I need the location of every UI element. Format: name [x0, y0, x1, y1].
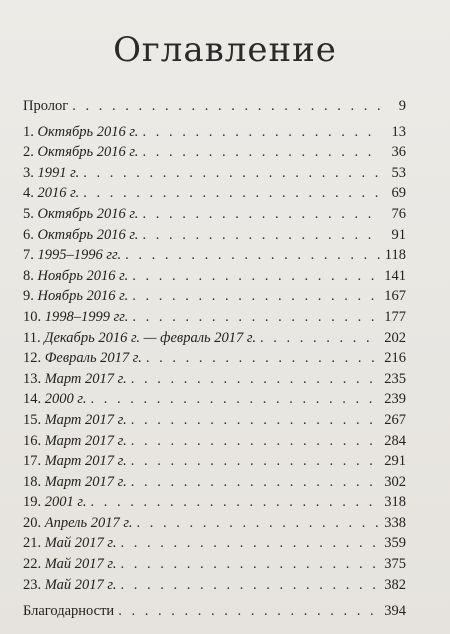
- toc-entry-page-number: 382: [384, 576, 406, 593]
- toc-entry: [23, 371, 406, 392]
- toc-entry: [23, 165, 406, 186]
- dot-leader: [125, 247, 380, 264]
- toc-entry-number: 17.: [23, 453, 42, 470]
- toc-entry: [23, 185, 406, 206]
- toc-entry-page-number: 118: [384, 247, 406, 264]
- table-of-contents: [23, 98, 406, 624]
- dot-leader: [142, 206, 380, 223]
- dot-leader: [90, 494, 380, 511]
- toc-entry-label: Пролог: [23, 98, 69, 114]
- toc-entry-label: 2000 г.: [44, 391, 87, 408]
- toc-entry-label: Апрель 2017 г.: [44, 514, 133, 531]
- toc-entry: [23, 144, 406, 165]
- dot-leader: [132, 309, 380, 326]
- toc-entry-number: 10.: [23, 308, 42, 325]
- toc-entry-page-number: 394: [384, 603, 406, 620]
- toc-entry-number: 12.: [23, 350, 42, 367]
- toc-entry: [23, 433, 406, 454]
- dot-leader: [132, 268, 380, 285]
- dot-leader: [120, 577, 380, 594]
- toc-entry: [23, 535, 406, 556]
- toc-entry-number: 3.: [23, 164, 34, 181]
- toc-entry: [23, 350, 406, 371]
- toc-entry-page-number: 239: [384, 391, 406, 408]
- toc-entry-page-number: 291: [384, 453, 406, 470]
- dot-leader: [146, 350, 380, 367]
- toc-entry: [23, 494, 406, 515]
- toc-entry-number: 18.: [23, 473, 42, 490]
- toc-entry: [23, 227, 406, 248]
- toc-entry-label: Март 2017 г.: [44, 370, 127, 387]
- toc-entry-label: 1995–1996 гг.: [37, 247, 122, 264]
- toc-entry-page-number: 167: [384, 288, 406, 305]
- toc-entry-page-number: 9: [398, 98, 406, 114]
- toc-entry-label: Март 2017 г.: [44, 411, 127, 428]
- toc-entry-label: Май 2017 г.: [44, 535, 117, 552]
- toc-entry-number: 16.: [23, 432, 42, 449]
- dot-leader: [132, 288, 380, 305]
- toc-entry: [23, 577, 406, 598]
- toc-entry-number: 6.: [23, 226, 34, 243]
- toc-entry-number: 22.: [23, 556, 42, 573]
- toc-entry: [23, 206, 406, 227]
- dot-leader: [120, 535, 380, 552]
- toc-entry-number: 21.: [23, 535, 42, 552]
- toc-entry-page-number: 302: [384, 473, 406, 490]
- toc-entry: [23, 268, 406, 289]
- toc-entry-page-number: 359: [384, 535, 406, 552]
- toc-entry-number: 20.: [23, 514, 42, 531]
- toc-entry-page-number: 91: [391, 226, 406, 243]
- dot-leader: [83, 165, 380, 182]
- toc-entry-label: Октябрь 2016 г.: [37, 205, 139, 222]
- toc-entry-label: 2016 г.: [37, 185, 80, 202]
- dot-leader: [90, 391, 380, 408]
- toc-entry-label: Благодарности: [23, 603, 115, 620]
- toc-entry-number: 5.: [23, 205, 34, 222]
- dot-leader: [142, 227, 380, 244]
- dot-leader: [72, 98, 380, 115]
- toc-entry-number: 7.: [23, 247, 34, 264]
- toc-entry-page-number: 375: [384, 556, 406, 573]
- toc-entry: [23, 98, 406, 119]
- toc-entry: [23, 556, 406, 577]
- toc-entry-number: 9.: [23, 288, 34, 305]
- toc-entry-page-number: 36: [391, 144, 406, 161]
- toc-entry: [23, 391, 406, 412]
- toc-entry-label: Ноябрь 2016 г.: [37, 267, 129, 284]
- dot-leader: [136, 515, 380, 532]
- toc-entry: [23, 515, 406, 536]
- toc-entry-number: 13.: [23, 370, 42, 387]
- toc-entry-page-number: 53: [391, 164, 406, 181]
- toc-entry-number: 2.: [23, 144, 34, 161]
- toc-entry-page-number: 69: [391, 185, 406, 202]
- toc-entry: [23, 330, 406, 351]
- toc-entry-page-number: 318: [384, 494, 406, 511]
- toc-entry-page-number: 284: [384, 432, 406, 449]
- toc-entry-page-number: 202: [384, 329, 406, 346]
- toc-entry-label: Ноябрь 2016 г.: [37, 288, 129, 305]
- toc-entry-page-number: 267: [384, 411, 406, 428]
- toc-entry: [23, 603, 406, 624]
- dot-leader: [142, 144, 380, 161]
- toc-entry-number: 14.: [23, 391, 42, 408]
- toc-entry-label: Октябрь 2016 г.: [37, 144, 139, 161]
- toc-entry: [23, 247, 406, 268]
- toc-entry: [23, 474, 406, 495]
- toc-entry: [23, 309, 406, 330]
- toc-entry-label: Декабрь 2016 г. — февраль 2017 г.: [44, 329, 256, 346]
- toc-entry-number: 15.: [23, 411, 42, 428]
- dot-leader: [260, 330, 380, 347]
- dot-leader: [142, 124, 380, 141]
- toc-entry-number: 1.: [23, 123, 34, 140]
- toc-entry-page-number: 141: [384, 267, 406, 284]
- toc-entry: [23, 288, 406, 309]
- toc-entry-label: Март 2017 г.: [44, 473, 127, 490]
- toc-entry: [23, 412, 406, 433]
- dot-leader: [131, 433, 380, 450]
- toc-entry-label: 2001 г.: [44, 494, 87, 511]
- toc-entry-label: Март 2017 г.: [44, 432, 127, 449]
- toc-entry-label: Октябрь 2016 г.: [37, 123, 139, 140]
- toc-entry-number: 11.: [23, 329, 41, 346]
- toc-entry-page-number: 338: [384, 514, 406, 531]
- dot-leader: [120, 556, 380, 573]
- toc-entry-number: 4.: [23, 185, 34, 202]
- toc-entry-label: Февраль 2017 г.: [44, 350, 142, 367]
- toc-entry-label: Март 2017 г.: [44, 453, 127, 470]
- dot-leader: [83, 185, 380, 202]
- toc-entry-page-number: 216: [384, 350, 406, 367]
- toc-entry-page-number: 235: [384, 370, 406, 387]
- dot-leader: [131, 371, 380, 388]
- dot-leader: [131, 474, 380, 491]
- toc-entry-label: Октябрь 2016 г.: [37, 226, 139, 243]
- toc-entry-number: 23.: [23, 576, 42, 593]
- toc-entry-page-number: 13: [391, 123, 406, 140]
- dot-leader: [131, 412, 380, 429]
- dot-leader: [118, 603, 380, 620]
- toc-entry-label: 1991 г.: [37, 164, 80, 181]
- toc-entry-number: 19.: [23, 494, 42, 511]
- toc-entry-page-number: 177: [384, 308, 406, 325]
- toc-entry-label: Май 2017 г.: [44, 556, 117, 573]
- toc-entry-page-number: 76: [391, 205, 406, 222]
- toc-entry-label: Май 2017 г.: [44, 576, 117, 593]
- toc-entry: [23, 453, 406, 474]
- toc-entry: [23, 124, 406, 145]
- dot-leader: [131, 453, 380, 470]
- toc-entry-label: 1998–1999 гг.: [44, 308, 129, 325]
- toc-entry-number: 8.: [23, 267, 34, 284]
- page-title: Оглавление: [113, 30, 337, 70]
